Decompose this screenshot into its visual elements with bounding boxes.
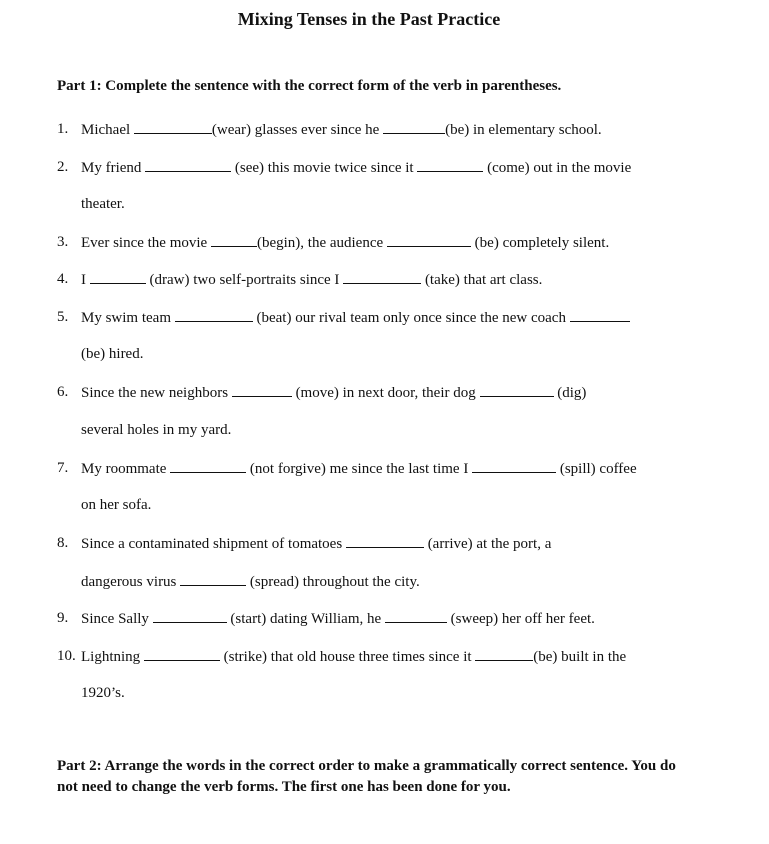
- question-text: Since Sally: [81, 611, 153, 627]
- question-text: (start) dating William, he: [226, 611, 385, 627]
- question-text: (strike) that old house three times since it: [219, 649, 476, 665]
- question-text: (sweep) her off her feet.: [446, 611, 595, 627]
- question-number: 7.: [57, 460, 69, 476]
- question-line: [81, 460, 637, 478]
- question-text: (begin), the audience: [256, 235, 387, 251]
- answer-blank[interactable]: [90, 271, 146, 284]
- answer-blank[interactable]: [472, 460, 556, 473]
- question-text: Ever since the movie: [81, 235, 211, 251]
- question-line: [81, 648, 626, 666]
- answer-blank[interactable]: [232, 384, 292, 397]
- question-text: 1920’s.: [81, 685, 125, 701]
- answer-blank[interactable]: [475, 648, 533, 661]
- question-line: [81, 271, 542, 289]
- question-text: theater.: [81, 196, 125, 212]
- question-number: 8.: [57, 535, 69, 551]
- question-text: (draw) two self-portraits since I: [145, 272, 344, 288]
- part1-heading: Part 1: Complete the sentence with the correct form of the verb in parentheses.: [57, 78, 562, 94]
- question-text: (move) in next door, their dog: [291, 385, 480, 401]
- question-text: (spill) coffee: [556, 461, 637, 477]
- question-line: [81, 535, 551, 553]
- question-line: [81, 384, 586, 402]
- question-text: Since a contaminated shipment of tomatoes: [81, 536, 346, 552]
- question-text: (see) this movie twice since it: [231, 160, 418, 176]
- question-text: My swim team: [81, 310, 175, 326]
- question-number: 3.: [57, 234, 69, 250]
- question-number: 6.: [57, 384, 69, 400]
- question-number: 1.: [57, 121, 69, 137]
- question-text: My roommate: [81, 461, 171, 477]
- worksheet-title: Mixing Tenses in the Past Practice: [237, 9, 501, 29]
- question-line: [81, 234, 609, 252]
- question-text: Michael: [81, 122, 134, 138]
- question-text: (arrive) at the port, a: [423, 536, 552, 552]
- question-text: (wear) glasses ever since he: [211, 122, 384, 138]
- answer-blank[interactable]: [144, 648, 220, 661]
- answer-blank[interactable]: [134, 121, 212, 134]
- question-text: (take) that art class.: [421, 272, 543, 288]
- question-line: [81, 196, 125, 213]
- question-text: (be) hired.: [81, 346, 144, 362]
- answer-blank[interactable]: [480, 384, 554, 397]
- question-line: [81, 346, 143, 363]
- answer-blank[interactable]: [180, 573, 246, 586]
- question-number: 4.: [57, 271, 69, 287]
- question-text: (spread) throughout the city.: [246, 574, 420, 590]
- question-text: Lightning: [81, 649, 144, 665]
- answer-blank[interactable]: [343, 271, 421, 284]
- answer-blank[interactable]: [145, 159, 231, 172]
- question-line: [81, 422, 231, 439]
- question-text: (be) in elementary school.: [445, 122, 602, 138]
- question-text: (beat) our rival team only once since the new coach: [252, 310, 570, 326]
- answer-blank[interactable]: [211, 234, 257, 247]
- question-text: (be) completely silent.: [470, 235, 610, 251]
- question-text: dangerous virus: [81, 574, 181, 590]
- question-line: [81, 159, 631, 177]
- answer-blank[interactable]: [417, 159, 483, 172]
- question-line: [81, 309, 630, 327]
- part2-heading: Part 2: Arrange the words in the correct order to make a grammatically correct sentence. You do not need to change the verb forms. The first one has been done for you.: [57, 758, 676, 795]
- question-line: [81, 610, 595, 628]
- question-text: Since the new neighbors: [81, 385, 232, 401]
- answer-blank[interactable]: [570, 309, 630, 322]
- question-text: several holes in my yard.: [81, 422, 232, 438]
- question-number: 9.: [57, 610, 69, 626]
- answer-blank[interactable]: [153, 610, 227, 623]
- question-text: (dig): [553, 385, 587, 401]
- question-line: [81, 121, 602, 139]
- question-text: My friend: [81, 160, 146, 176]
- answer-blank[interactable]: [170, 460, 246, 473]
- question-number: 2.: [57, 159, 69, 175]
- question-line: [81, 497, 151, 514]
- question-text: (not forgive) me since the last time I: [246, 461, 473, 477]
- question-text: (come) out in the movie: [483, 160, 632, 176]
- question-line: [81, 685, 125, 702]
- answer-blank[interactable]: [346, 535, 424, 548]
- answer-blank[interactable]: [383, 121, 445, 134]
- answer-blank[interactable]: [385, 610, 447, 623]
- question-text: I: [81, 272, 90, 288]
- answer-blank[interactable]: [387, 234, 471, 247]
- question-text: (be) built in the: [533, 649, 627, 665]
- question-number: 5.: [57, 309, 69, 325]
- question-line: [81, 573, 420, 591]
- question-text: on her sofa.: [81, 497, 152, 513]
- answer-blank[interactable]: [175, 309, 253, 322]
- question-number: 10.: [57, 648, 76, 664]
